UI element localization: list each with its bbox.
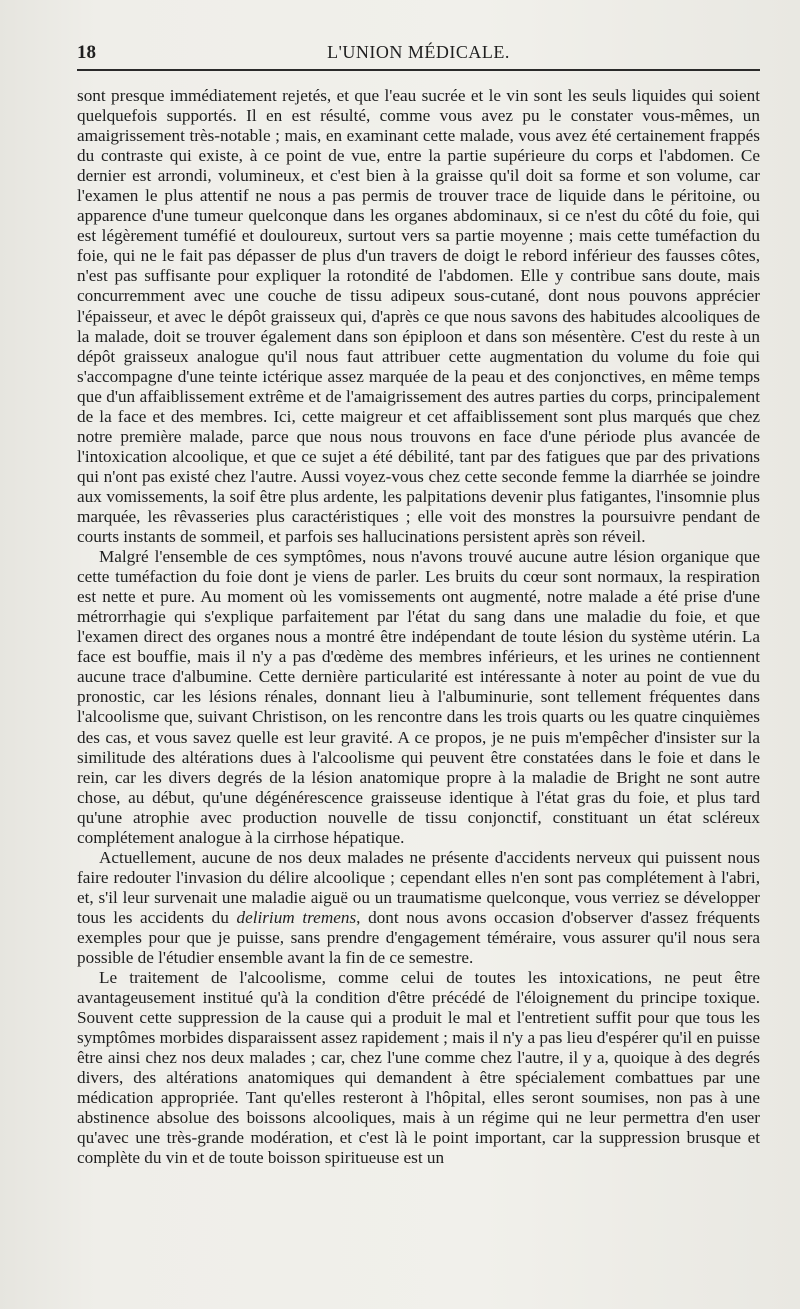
italic-term: delirium tremens (236, 907, 357, 927)
paragraph-text: Le traitement de l'alcoolisme, comme celui de toutes les intoxications, ne peut être avantageusement institué qu'à la condition d'être précédé de l'éloignement du principe toxique. Souvent cette suppression de la cause qui a produit le mal et l'entretient suffit pour que tous les symptômes morbides disparaissent assez rapidement ; mais il n'y a pas lieu d'espérer qu'il en puisse être ainsi chez nos deux malades ; car, chez l'une comme chez l'autre, il y a, quoique à des degrés divers, des altérations anatomiques qui demandent à être spécialement combattues par une médication appropriée. Tant qu'elles resteront à l'hôpital, elles seront soumises, non pas à une abstinence absolue des boissons alcooliques, mais à un régime qui ne leur permettra d'en user qu'avec une très-grande modération, et c'est là le point important, car la suppression brusque et complète du vin et de toute boisson spiritueuse est un (77, 968, 760, 1168)
running-title: L'UNION MÉDICALE. (327, 42, 510, 62)
paragraph-continuation (77, 86, 760, 547)
paragraph-text: sont presque immédiatement rejetés, et que l'eau sucrée et le vin sont les seuls liquides qui soient quelquefois supportés. Il en est résulté, comme vous avez pu le constater vous-mêmes, un amaigrissement très-notable ; mais, en examinant cette malade, vous avez été certainement frappés du contraste qui existe, à ce point de vue, entre la partie supérieure du corps et l'abdomen. Ce dernier est arrondi, volumineux, et c'est bien à la graisse qu'il doit sa forme et son volume, car l'examen le plus attentif ne nous a pas permis de trouver trace de liquide dans le péritoine, ou apparence d'une tumeur quelconque dans les organes abdominaux, si ce n'est du côté du foie, qui est légèrement tuméfié et douloureux, surtout vers sa partie moyenne ; mais cette tuméfaction du foie, qui ne le fait pas dépasser de plus d'un travers de doigt le rebord inférieur des fausses côtes, n'est pas suffisante pour expliquer la rotondité de l'abdomen. Elle y contribue sans doute, mais concurremment avec une couche de tissu adipeux sous-cutané, dont nous pouvons apprécier l'épaisseur, et avec le dépôt graisseux qui, d'après ce que nous savons des habitudes alcooliques de la malade, doit se trouver également dans son épiploon et dans son mésentère. C'est du reste à un dépôt graisseux analogue qu'il nous faut attribuer cette augmentation du volume du foie qui s'accompagne d'une teinte ictérique assez marquée de la peau et des conjonctives, en même temps que d'un affaiblissement extrême et de l'amaigrissement des autres parties du corps, principalement de la face et des membres. Ici, cette maigreur et cet affaiblissement sont plus marqués que chez notre première malade, parce que nous nous trouvons en face d'une période plus avancée de l'intoxication alcoolique, et que ce sujet a été débilité, tant par des fatigues que par des privations qui n'ont pas existé chez l'autre. Aussi voyez-vous chez cette seconde femme la diarrhée se joindre aux vomissements, la soif être plus ardente, les palpitations devenir plus fatigantes, l'insomnie plus marquée, les rêvasseries plus caractéristiques ; elle voit des monstres la poursuivre pendant de courts instants de sommeil, et parfois ses hallucinations persistent après son réveil. (77, 86, 760, 547)
paragraph-text: Malgré l'ensemble de ces symptômes, nous n'avons trouvé aucune autre lésion organique que cette tuméfaction du foie dont je viens de parler. Les bruits du cœur sont normaux, la respiration est nette et pure. Au moment où les vomissements ont augmenté, notre malade a été prise d'une métrorrhagie qui s'explique parfaitement par l'état du sang dans une maladie du foie, et que l'examen direct des organes nous a montré être indépendant de toute lésion du système utérin. La face est bouffie, mais il n'y a pas d'œdème des membres inférieurs, et les urines ne contiennent aucune trace d'albumine. Cette dernière particularité est intéressante à noter au point de vue du pronostic, car les lésions rénales, donnant lieu à l'albuminurie, sont tellement fréquentes dans l'alcoolisme que, suivant Christison, on les rencontre dans les trois quarts ou les quatre cinquièmes des cas, et vous savez quelle est leur gravité. A ce propos, je ne puis m'empêcher d'insister sur la similitude des altérations dues à l'alcoolisme qui peuvent être constatées dans le foie et dans le rein, car les divers degrés de la lésion anatomique propre à la maladie de Bright ne sont autre chose, au début, qu'une dégénérescence graisseuse identique à l'état gras du foie, et plus tard qu'une atrophie avec production nouvelle de tissu conjonctif, constituant un état scléreux complétement analogue à la cirrhose hépatique. (77, 547, 760, 847)
header-rule (77, 69, 760, 71)
paragraph-text: Actuellement, aucune de nos deux malades ne présente d'accidents nerveux qui puissent nous faire redouter l'invasion du délire alcoolique ; cependant elles n'en sont pas complétement à l'abri, et, s'il leur survenait une maladie aiguë ou un traumatisme quelconque, vous verriez se développer tous les accidents du (77, 847, 760, 927)
paragraph-text: , dont nous avons occasion d'observer d'assez fréquents exemples pour que je puisse, sans prendre d'engagement téméraire, vous assurer qu'il nous sera possible de l'étudier ensemble avant la fin de ce semestre. (77, 907, 760, 968)
article-body (77, 86, 760, 1169)
page-header (77, 0, 760, 70)
page-number: 18 (77, 42, 96, 63)
paragraph-lesions (77, 547, 760, 848)
paragraph-delirium (77, 848, 760, 968)
paragraph-treatment (77, 968, 760, 1168)
